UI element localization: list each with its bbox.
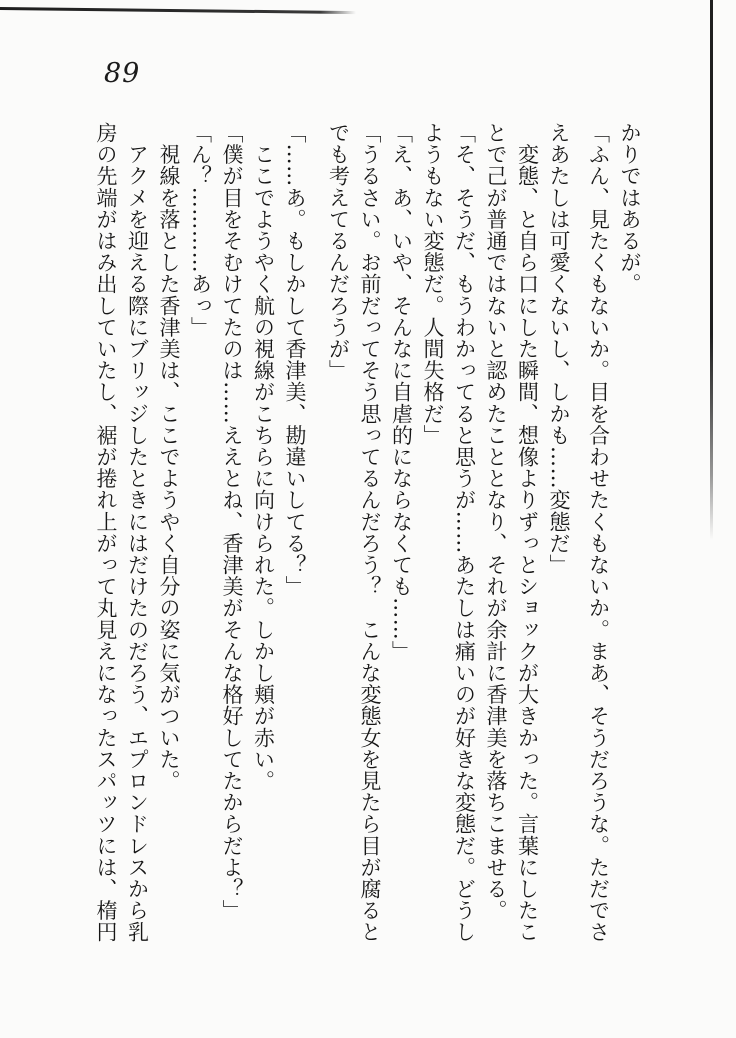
text-line: 「そ、そうだ、もうわかってると思うが……あたしは痛いのが好きな変態だ。どうし — [452, 122, 477, 943]
text-line: アクメを迎える際にブリッジしたときにはだけたのだろう、エプロンドレスから乳 — [125, 122, 150, 943]
text-line: 「僕が目をそむけてたのは……ええとね、香津美がそんな格好してたからだよ？」 — [220, 122, 244, 922]
text-line: かりではあるが。 — [618, 122, 642, 295]
text-line: 「うるさい。お前だってそう思ってるんだろう？ こんな変態女を見たら目が腐ると — [358, 122, 382, 943]
text-line: 「ふん、見たくもないか。目を合わせたくもないか。まあ、そうだろうな。ただでさ — [586, 122, 611, 943]
text-line: でも考えてるんだろうが」 — [326, 122, 351, 382]
vertical-text-block — [90, 122, 646, 978]
text-line: ようもない変態だ。人間失格だ」 — [421, 122, 445, 446]
page-number: 89 — [104, 58, 141, 89]
text-line: 「ん？…………あっ」 — [188, 122, 213, 338]
text-line: とで己が普通ではないと認めたこととなり、それが余計に香津美を落ちこませる。 — [484, 122, 508, 922]
text-line: 視線を落とした香津美は、ここでようやく自分の姿に気がついた。 — [157, 122, 181, 792]
text-line: 房の先端がはみ出していたし、裾が捲れ上がって丸見えになったスパッツには、楕円 — [94, 122, 118, 943]
text-line: 「え、あ、いや、そんなに自虐的にならなくても……」 — [389, 122, 414, 662]
text-line: 「……あ。もしかして香津美、勘違いしてる？」 — [283, 122, 307, 598]
text-line: ここでようやく航の視線がこちらに向けられた。しかし頬が赤い。 — [251, 122, 276, 792]
text-line: えあたしは可愛くないし、しかも……変態だ」 — [547, 122, 571, 576]
top-border-rule — [0, 7, 356, 14]
right-border-rule — [710, 0, 713, 540]
text-line: 変態、と自ら口にした瞬間、想像よりずっとショックが大きかった。言葉にしたこ — [515, 122, 540, 943]
